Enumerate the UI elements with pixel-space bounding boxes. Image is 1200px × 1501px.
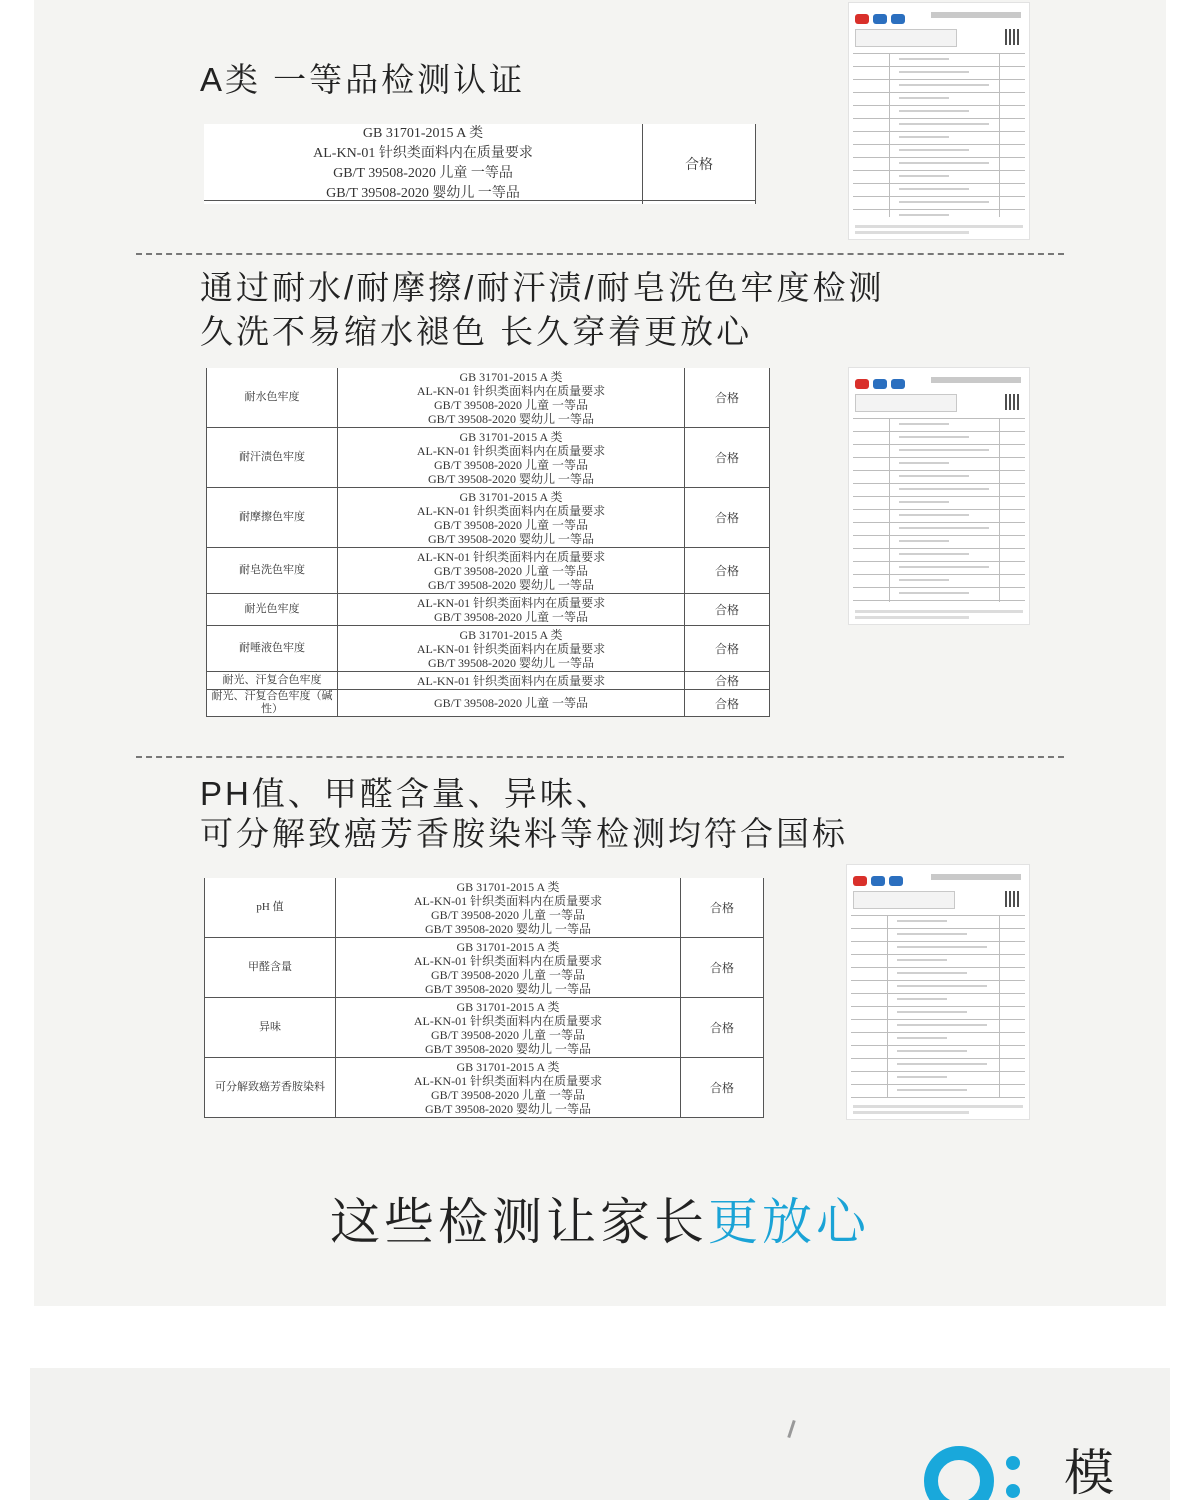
section2-title-line1: 通过耐水/耐摩擦/耐汗渍/耐皂洗色牢度检测 [200, 269, 885, 306]
report-text-line [899, 527, 989, 529]
standard-line: AL-KN-01 针织类面料内在质量要求 [416, 549, 606, 564]
standard-line: GB 31701-2015 A 类 [459, 369, 563, 384]
standards-cell [338, 626, 685, 672]
report-row-line [853, 53, 1025, 54]
standard-line: AL-KN-01 针织类面料内在质量要求 [413, 953, 603, 968]
table-row [207, 690, 770, 717]
report-row-line [853, 600, 1025, 601]
report-text-line [899, 514, 969, 516]
report-row-line [853, 66, 1025, 67]
standard-line: GB 31701-2015 A 类 [362, 126, 484, 141]
cert-logo-icon [853, 876, 867, 886]
report-text-line [899, 475, 969, 477]
report-header-box [855, 29, 957, 47]
qr-code-icon [1005, 891, 1021, 907]
table-row [207, 672, 770, 690]
cert-logo-icon [889, 876, 903, 886]
report-row-line [853, 574, 1025, 575]
report-row-line [853, 92, 1025, 93]
report-text-line [899, 201, 989, 203]
result-cell: 合格 [681, 938, 764, 998]
standards-cell [336, 878, 681, 938]
table-row [205, 878, 764, 938]
report-row-line [851, 1071, 1025, 1072]
report-row-line [853, 105, 1025, 106]
report-row-line [853, 431, 1025, 432]
report-row-line [853, 144, 1025, 145]
report-row-line [851, 980, 1025, 981]
standard-line: GB/T 39508-2020 婴幼儿 一等品 [326, 186, 520, 201]
standards-cell [338, 488, 685, 548]
item-cell: 耐光色牢度 [207, 594, 338, 626]
report-row-line [851, 1032, 1025, 1033]
item-cell: 耐汗渍色牢度 [207, 428, 338, 488]
report-text-line [899, 540, 949, 542]
report-header-box [853, 891, 955, 909]
report-row-line [853, 444, 1025, 445]
standard-line: AL-KN-01 针织类面料内在质量要求 [416, 641, 606, 656]
item-cell: 甲醛含量 [205, 938, 336, 998]
standard-line: GB 31701-2015 A 类 [456, 999, 560, 1014]
grade-table [204, 124, 756, 204]
report-text-line [899, 214, 949, 216]
standard-line: GB/T 39508-2020 儿童 一等品 [433, 563, 589, 578]
standard-line: GB/T 39508-2020 婴幼儿 一等品 [424, 1041, 592, 1056]
table-row [205, 998, 764, 1058]
table-row [205, 1058, 764, 1118]
standard-line: GB/T 39508-2020 儿童 一等品 [433, 696, 589, 710]
report-row-line [851, 1019, 1025, 1020]
report-text-line [899, 71, 969, 73]
standard-line: GB 31701-2015 A 类 [456, 1059, 560, 1074]
brand-logo-dot [1006, 1484, 1020, 1498]
result-cell: 合格 [685, 428, 770, 488]
report-row-line [851, 967, 1025, 968]
report-row-line [853, 157, 1025, 158]
standard-line: GB 31701-2015 A 类 [459, 489, 563, 504]
report-text-line [897, 998, 947, 1000]
standards-cell [338, 594, 685, 626]
report-row-line [853, 209, 1025, 210]
report-text-line [897, 985, 987, 987]
report-row-line [853, 548, 1025, 549]
item-cell: 异味 [205, 998, 336, 1058]
report-row-line [851, 993, 1025, 994]
table-row [207, 626, 770, 672]
cert-logo-icon [855, 14, 869, 24]
standard-line: AL-KN-01 针织类面料内在质量要求 [413, 1073, 603, 1088]
report-row-line [853, 183, 1025, 184]
standard-line: GB/T 39508-2020 儿童 一等品 [433, 517, 589, 532]
standard-line: AL-KN-01 针织类面料内在质量要求 [416, 595, 606, 610]
standards-cell [338, 428, 685, 488]
table-row [207, 594, 770, 626]
result-cell: 合格 [685, 626, 770, 672]
report-text-line [897, 933, 967, 935]
report-row-line [853, 535, 1025, 536]
standards-cell [338, 548, 685, 594]
report-row-line [853, 509, 1025, 510]
standard-line: AL-KN-01 针织类面料内在质量要求 [413, 893, 603, 908]
result-cell: 合格 [685, 594, 770, 626]
report-footer-line [855, 225, 1023, 228]
report-text-line [899, 110, 969, 112]
report-text-line [899, 84, 989, 86]
brand-logo-icon [920, 1440, 1038, 1500]
cert-logo-icon [891, 379, 905, 389]
report-text-line [897, 1037, 947, 1039]
brand-name-char: 模 [1064, 1445, 1114, 1501]
report-text-line [899, 423, 949, 425]
report-row-line [853, 196, 1025, 197]
item-cell: 耐水色牢度 [207, 368, 338, 428]
report-row-line [851, 1058, 1025, 1059]
report-footer-line [853, 1105, 1023, 1108]
report-row-line [853, 587, 1025, 588]
report-text-line [899, 188, 969, 190]
result-cell: 合格 [685, 690, 770, 717]
closing-slogan [0, 1182, 1200, 1254]
report-text-line [897, 1076, 947, 1078]
result-cell: 合格 [685, 488, 770, 548]
standard-line: GB/T 39508-2020 儿童 一等品 [433, 397, 589, 412]
item-cell: 可分解致癌芳香胺染料 [205, 1058, 336, 1118]
report-row-line [851, 941, 1025, 942]
standard-line: AL-KN-01 针织类面料内在质量要求 [416, 383, 606, 398]
standard-line: GB/T 39508-2020 儿童 一等品 [433, 457, 589, 472]
standard-line: GB 31701-2015 A 类 [459, 429, 563, 444]
standard-line: GB/T 39508-2020 儿童 一等品 [433, 609, 589, 624]
section1-title: A类 一等品检测认证 [200, 61, 526, 98]
table-row [207, 428, 770, 488]
standard-line: GB/T 39508-2020 婴幼儿 一等品 [424, 981, 592, 996]
test-report-thumbnail-1 [848, 2, 1030, 240]
report-text-line [899, 175, 949, 177]
report-org-line [931, 874, 1021, 880]
table-row [204, 124, 756, 204]
standard-line: GB/T 39508-2020 婴幼儿 一等品 [427, 577, 595, 592]
report-footer-line [855, 231, 969, 234]
report-row-line [851, 915, 1025, 916]
report-footer-line [855, 616, 969, 619]
report-text-line [897, 1063, 987, 1065]
closing-text: 这些检测让家长 [330, 1194, 708, 1250]
report-row-line [851, 1006, 1025, 1007]
result-cell: 合格 [685, 548, 770, 594]
table-row [207, 548, 770, 594]
report-text-line [897, 1050, 967, 1052]
report-row-line [851, 928, 1025, 929]
report-row-line [853, 79, 1025, 80]
item-cell: 耐光、汗复合色牢度（碱性） [207, 690, 338, 717]
standards-cell [338, 672, 685, 690]
report-text-line [899, 58, 949, 60]
standard-line: GB/T 39508-2020 婴幼儿 一等品 [427, 531, 595, 546]
item-cell: pH 值 [205, 878, 336, 938]
report-text-line [899, 149, 969, 151]
report-row-line [853, 470, 1025, 471]
report-row-line [853, 496, 1025, 497]
certification-logos [855, 376, 925, 386]
table-row [207, 488, 770, 548]
colorfastness-table [206, 368, 770, 717]
report-row-line [853, 418, 1025, 419]
standards-cell [336, 938, 681, 998]
report-row-line [853, 561, 1025, 562]
standards-cell [336, 998, 681, 1058]
item-cell: 耐光、汗复合色牢度 [207, 672, 338, 690]
report-text-line [899, 136, 949, 138]
standard-line: GB/T 39508-2020 婴幼儿 一等品 [427, 471, 595, 486]
result-cell: 合格 [681, 998, 764, 1058]
report-text-line [899, 592, 969, 594]
item-cell: 耐唾液色牢度 [207, 626, 338, 672]
report-text-line [897, 946, 987, 948]
test-report-thumbnail-3 [846, 864, 1030, 1120]
report-text-line [899, 436, 969, 438]
report-text-line [899, 566, 989, 568]
standard-line: GB 31701-2015 A 类 [456, 939, 560, 954]
section2-title-line2: 久洗不易缩水褪色 长久穿着更放心 [200, 313, 753, 350]
report-footer-line [855, 610, 1023, 613]
report-text-line [897, 1011, 967, 1013]
report-text-line [899, 449, 989, 451]
report-text-line [897, 920, 947, 922]
standard-line: GB/T 39508-2020 婴幼儿 一等品 [427, 655, 595, 670]
standards-cell [338, 690, 685, 717]
report-text-line [897, 959, 947, 961]
cert-logo-icon [871, 876, 885, 886]
item-cell: 耐皂洗色牢度 [207, 548, 338, 594]
report-header-box [855, 394, 957, 412]
standard-line: GB/T 39508-2020 儿童 一等品 [430, 1087, 586, 1102]
standard-line: AL-KN-01 针织类面料内在质量要求 [416, 503, 606, 518]
brand-logo-dot [1006, 1456, 1020, 1470]
standard-line: GB/T 39508-2020 儿童 一等品 [430, 1027, 586, 1042]
report-row-line [853, 483, 1025, 484]
result-cell: 合格 [681, 878, 764, 938]
table-row [207, 368, 770, 428]
standard-line: AL-KN-01 针织类面料内在质量要求 [313, 146, 533, 161]
report-row-line [853, 131, 1025, 132]
standards-cell [204, 124, 643, 204]
cert-logo-icon [873, 14, 887, 24]
report-row-line [853, 522, 1025, 523]
standard-line: GB/T 39508-2020 儿童 一等品 [333, 166, 513, 181]
report-row-line [853, 170, 1025, 171]
result-cell: 合格 [643, 124, 756, 204]
result-cell: 合格 [685, 368, 770, 428]
report-row-line [851, 1084, 1025, 1085]
report-text-line [899, 553, 969, 555]
certification-logos [855, 11, 925, 21]
report-text-line [897, 1089, 967, 1091]
section3-title-line1: PH值、甲醛含量、异味、 [200, 775, 612, 812]
table-row [205, 938, 764, 998]
section-divider [136, 253, 1064, 255]
report-text-line [897, 1024, 987, 1026]
report-col-line [999, 53, 1000, 217]
result-cell: 合格 [681, 1058, 764, 1118]
report-row-line [851, 1097, 1025, 1098]
section-divider [136, 756, 1064, 758]
report-text-line [899, 462, 949, 464]
standard-line: GB/T 39508-2020 儿童 一等品 [430, 907, 586, 922]
standards-cell [336, 1058, 681, 1118]
report-org-line [931, 377, 1021, 383]
safety-table [204, 878, 764, 1118]
standard-line: GB/T 39508-2020 婴幼儿 一等品 [424, 921, 592, 936]
standard-line: GB/T 39508-2020 婴幼儿 一等品 [427, 411, 595, 426]
qr-code-icon [1005, 29, 1021, 45]
report-org-line [931, 12, 1021, 18]
grade-table-bottom-rule [204, 200, 756, 201]
report-row-line [851, 1045, 1025, 1046]
report-text-line [899, 97, 949, 99]
cert-logo-icon [855, 379, 869, 389]
standard-line: GB/T 39508-2020 婴幼儿 一等品 [424, 1101, 592, 1116]
standard-line: AL-KN-01 针织类面料内在质量要求 [416, 673, 606, 688]
standard-line: AL-KN-01 针织类面料内在质量要求 [416, 443, 606, 458]
standard-line: GB 31701-2015 A 类 [456, 879, 560, 894]
report-row-line [851, 954, 1025, 955]
section3-title-line2: 可分解致癌芳香胺染料等检测均符合国标 [200, 815, 848, 852]
test-report-thumbnail-2 [848, 367, 1030, 625]
cert-logo-icon [873, 379, 887, 389]
report-row-line [853, 457, 1025, 458]
report-col-line [889, 53, 890, 217]
qr-code-icon [1005, 394, 1021, 410]
report-text-line [899, 579, 949, 581]
closing-highlight: 更放心 [708, 1194, 870, 1250]
standards-cell [338, 368, 685, 428]
cert-logo-icon [891, 14, 905, 24]
certification-logos [853, 873, 923, 883]
standard-line: GB/T 39508-2020 儿童 一等品 [430, 967, 586, 982]
item-cell: 耐摩擦色牢度 [207, 488, 338, 548]
report-row-line [853, 118, 1025, 119]
report-text-line [899, 501, 949, 503]
standard-line: GB 31701-2015 A 类 [459, 627, 563, 642]
report-text-line [897, 972, 967, 974]
brand-logo-ring [924, 1446, 994, 1500]
report-footer-line [853, 1111, 969, 1114]
report-text-line [899, 488, 989, 490]
result-cell: 合格 [685, 672, 770, 690]
report-text-line [899, 123, 989, 125]
standard-line: AL-KN-01 针织类面料内在质量要求 [413, 1013, 603, 1028]
report-text-line [899, 162, 989, 164]
